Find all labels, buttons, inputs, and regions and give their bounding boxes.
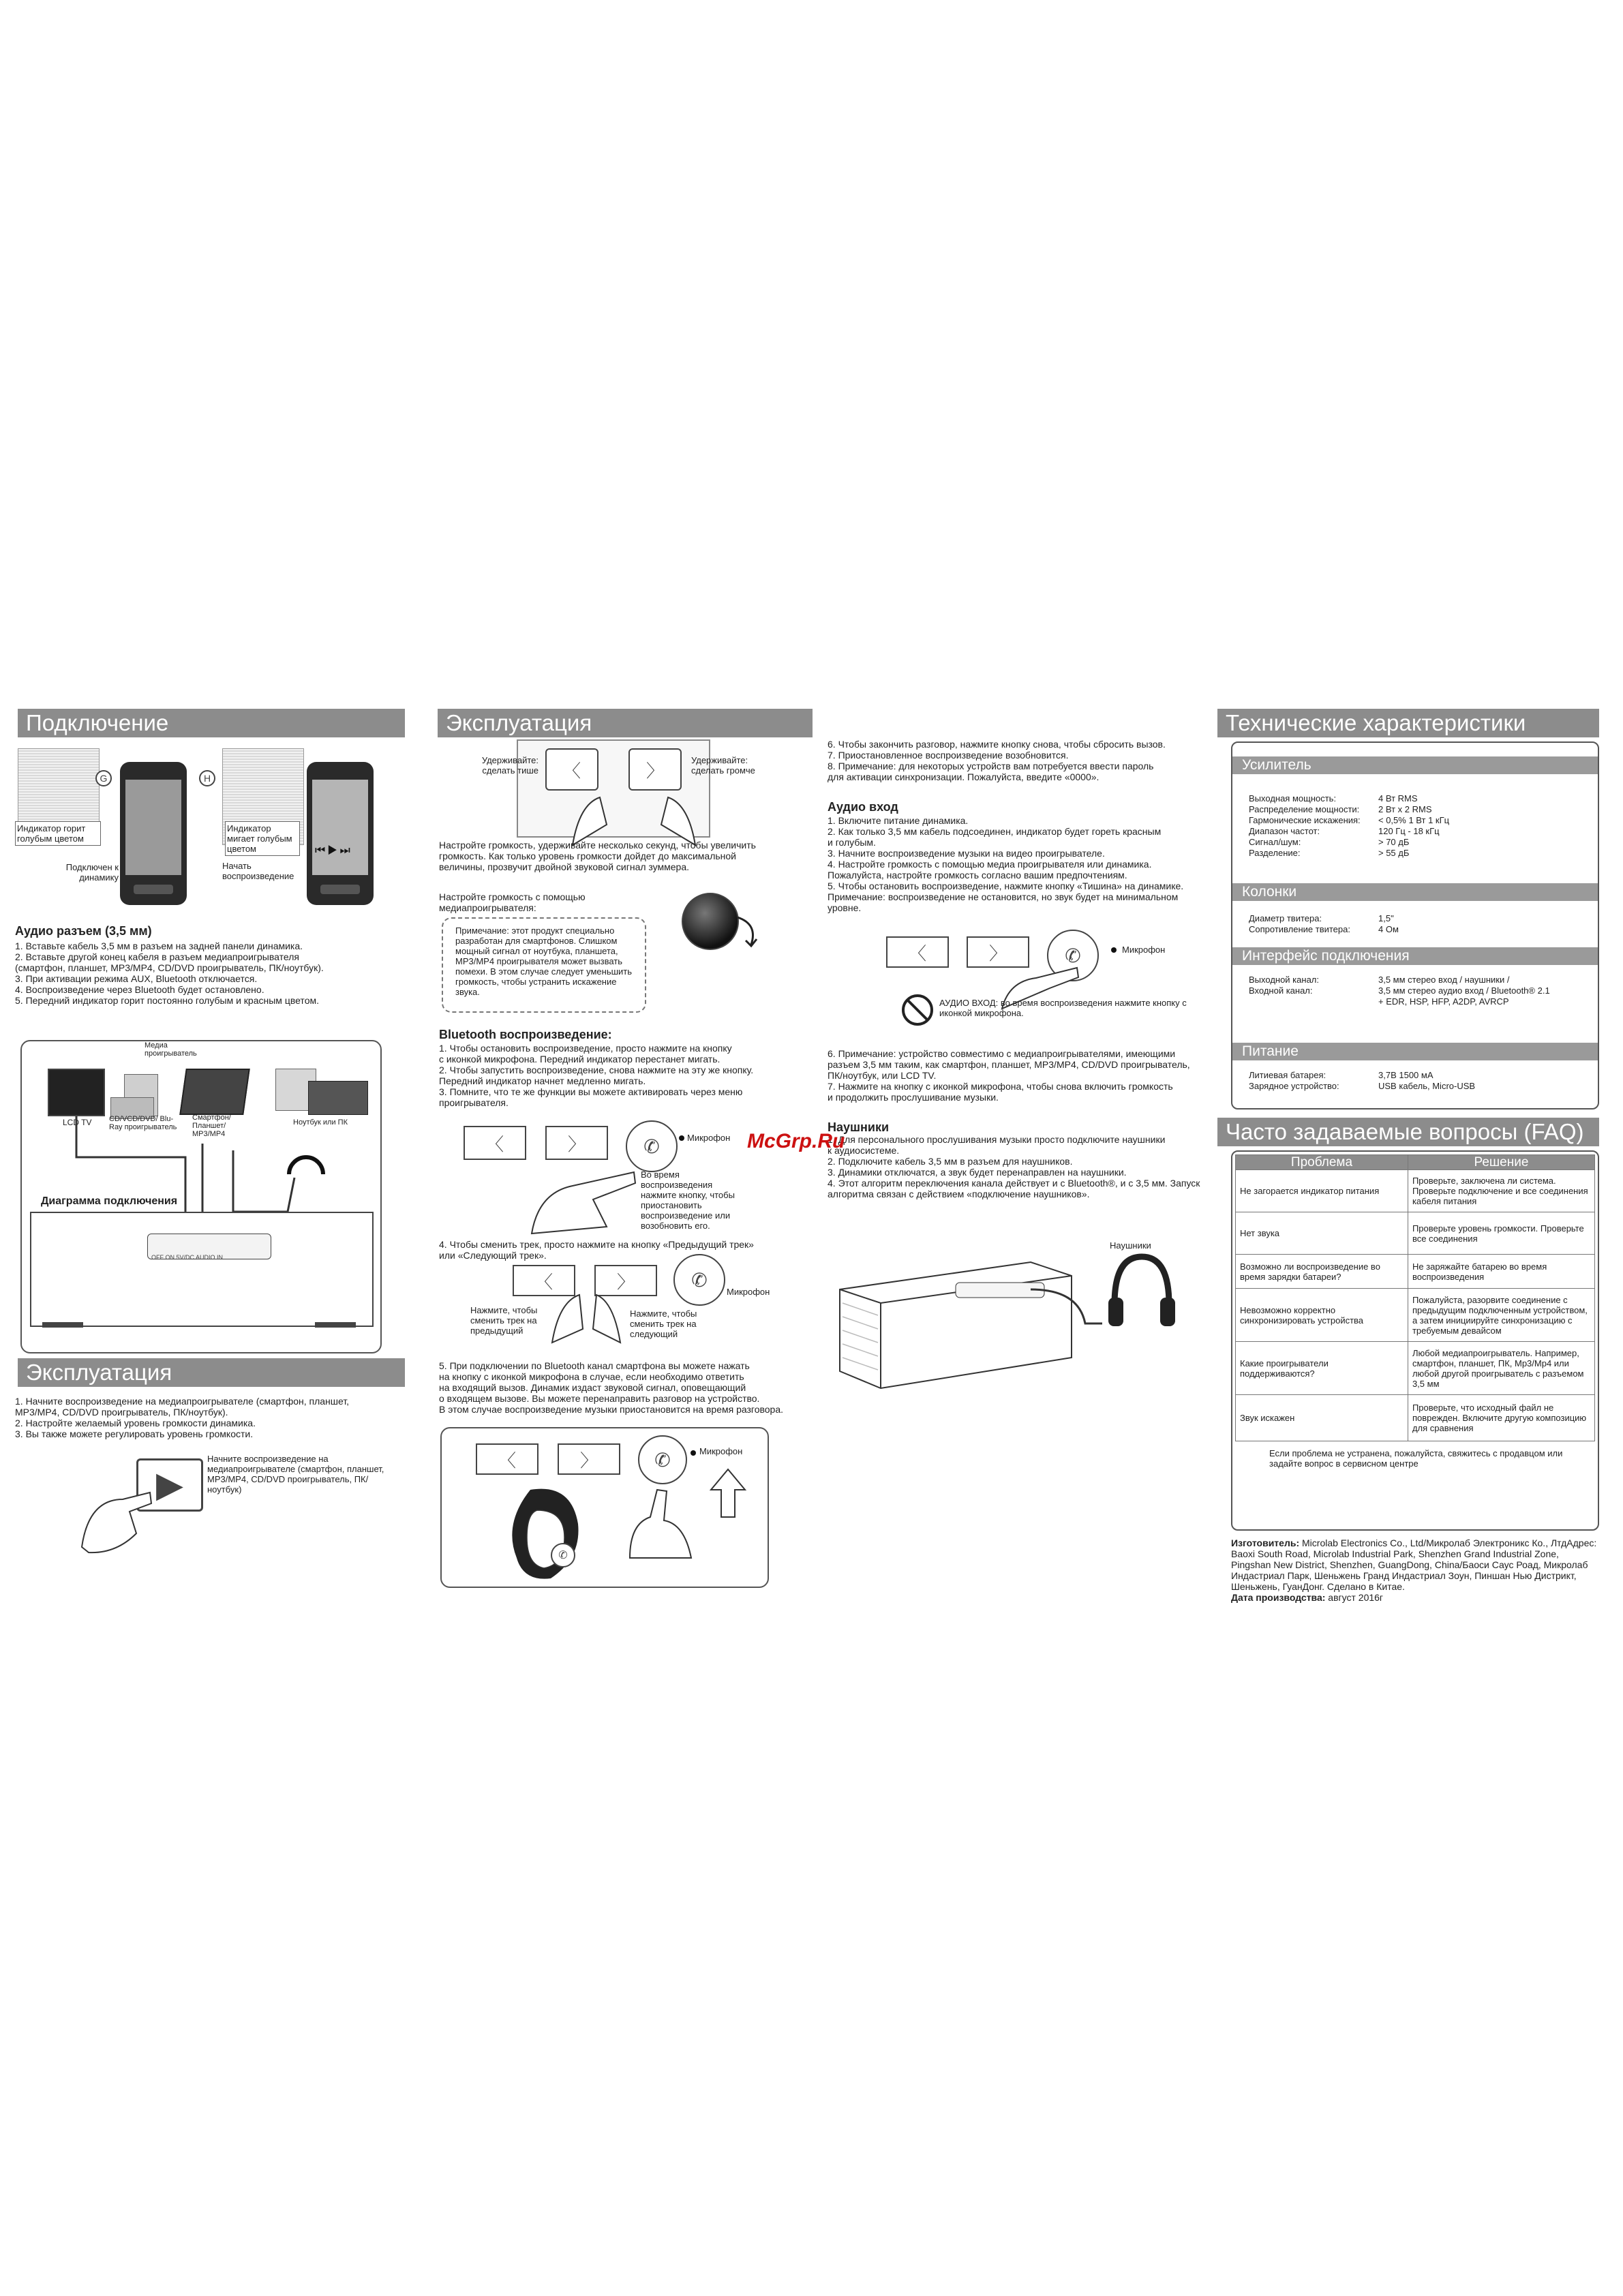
hands-icon bbox=[559, 784, 709, 845]
faq-row: Возможно ли воспроизведение во время зарядки батареи? bbox=[1236, 1255, 1408, 1289]
compat-notes: 6. Примечание: устройство совместимо с медиапроигрывателями, имеющими разъем 3,5 мм таким, как смартфон, планшет, MP3/MP4, CD/DVD проигрыватель, ПК/ноутбук, или LCD TV. 7. Нажмите на кнопку с иконкой микрофона, чтобы снова включить громкость и продолжить прослушивание музыки. bbox=[828, 1048, 1190, 1103]
aux-note: АУДИО ВХОД: во время воспроизведения нажмите кнопку с иконкой микрофона. bbox=[939, 998, 1187, 1018]
bt-playback-title: Bluetooth воспроизведение: bbox=[439, 1028, 612, 1041]
mic-button-aux: ✆ bbox=[1047, 930, 1099, 981]
volume-knob-icon bbox=[682, 893, 739, 950]
volume-down-button: 〈 bbox=[545, 748, 598, 791]
audio-input-steps: 1. Включите питание динамика. 2. Как только 3,5 мм кабель подсоединен, индикатор будет гореть красным и голубым. 3. Начните воспроизведение музыки на видео проигрывателе. 4. Настройте громкость с помощью медиа проигрывателя или динамика. Пожалуйста, настройте громкость согласно вашим предпочтениям. 5. Чтобы остановить воспроизведение, нажмите кнопку «Тишина» на динамике. Примечание: воспроизведение не остановится, но звук будет на минимальном уровне. bbox=[828, 815, 1184, 913]
label-indicator-blue: Индикатор горит голубым цветом bbox=[15, 821, 101, 846]
next-track-caption: Нажмите, чтобы сменить трек на следующий bbox=[630, 1308, 697, 1339]
faq-row: Какие проигрыватели поддерживаются? bbox=[1236, 1342, 1408, 1395]
label-media-player: Медиа проигрыватель bbox=[145, 1041, 197, 1058]
call-steps: 5. При подключении по Bluetooth канал смартфона вы можете нажать на кнопку с иконкой микрофона в случае, если необходимо ответить на входящий вызов. Динамик издаст звуковой сигнал, оповещающий о входящем вызове. Вы можете перенаправить разговор на устройство. В этом случае воспроизведение музыки приостановится на время разговора. bbox=[439, 1360, 784, 1415]
next-button-call: 〉 bbox=[558, 1443, 620, 1475]
faq-box bbox=[1231, 1150, 1599, 1531]
volume-media-label: Настройте громкость с помощью медиапроигрывателя: bbox=[439, 891, 586, 913]
operation-steps: 1. Начните воспроизведение на медиапроигрывателе (смартфон, планшет, MP3/MP4, CD/DVD проигрыватель, ПК/ноутбук). 2. Настройте желаемый уровень громкости динамика. 3. Вы также можете регулировать уровень громкости. bbox=[15, 1396, 350, 1439]
track-steps: 4. Чтобы сменить трек, просто нажмите на кнопку «Предыдущий трек» или «Следующий трек». bbox=[439, 1239, 754, 1261]
label-cd-player: CD/VCD/DVD/ Blu-Ray проигрыватель bbox=[109, 1115, 177, 1131]
interface-specs: Выходной канал: 3,5 мм стерео вход / наушники / Входной канал: 3,5 мм стерео аудио вход / Bluetooth® 2.1 + EDR, HSP, HFP, A2DP, AVRCP bbox=[1249, 975, 1550, 1007]
phone-illustration-player: ⏮▶⏭ bbox=[307, 762, 374, 905]
mic-label-1: Микрофон bbox=[687, 1133, 731, 1143]
prev-button-illustration: 〈 bbox=[464, 1126, 526, 1160]
headphones-title: Наушники bbox=[828, 1120, 890, 1134]
power-specs: Литиевая батарея: 3,7В 1500 мА Зарядное устройство: USB кабель, Micro-USB bbox=[1249, 1070, 1476, 1091]
section-bar-faq: Часто задаваемые вопросы (FAQ) bbox=[1217, 1118, 1599, 1146]
phone-call-icon: ✆ bbox=[551, 1543, 575, 1567]
prev-button-aux: 〈 bbox=[886, 936, 949, 968]
section-bar-operation: Эксплуатация bbox=[18, 1358, 405, 1387]
label-h: H bbox=[199, 770, 215, 786]
next-button-illustration: 〉 bbox=[545, 1126, 608, 1160]
prev-track-caption: Нажмите, чтобы сменить трек на предыдущий bbox=[470, 1305, 538, 1336]
audio-jack-steps: 1. Вставьте кабель 3,5 мм в разъем на задней панели динамика. 2. Вставьте другой конец кабеля в разъем медиапроигрывателя (смартфон, планшет, MP3/MP4, CD/DVD проигрыватель, ПК/ноутбук). 3. При активации режима AUX, Bluetooth отключается. 4. Воспроизведение через Bluetooth будет остановлено. 5. Передний индикатор горит постоянно голубым и красным цветом. bbox=[15, 940, 324, 1006]
arrow-up-icon bbox=[708, 1469, 748, 1517]
faq-row: Нет звука bbox=[1236, 1212, 1408, 1255]
pause-caption: Во время воспроизведения нажмите кнопку, чтобы приостановить воспроизведение или возобновить его. bbox=[641, 1169, 735, 1231]
hand-icon bbox=[75, 1472, 157, 1554]
connection-diagram bbox=[20, 1040, 382, 1353]
play-caption: Начните воспроизведение на медиапроигрывателе (смартфон, планшет, MP3/MP4, CD/DVD проигрыватель, ПК/ноутбук) bbox=[207, 1454, 384, 1495]
mic-button-illustration: ✆ bbox=[626, 1120, 678, 1172]
no-icon bbox=[901, 994, 934, 1026]
speaker-specs: Диаметр твитера: 1,5" Сопротивление твитера: 4 Ом bbox=[1249, 913, 1399, 934]
mic-button-call: ✆ bbox=[638, 1435, 687, 1484]
faq-row: Не загорается индикатор питания bbox=[1236, 1170, 1408, 1212]
headphones-icon bbox=[1104, 1250, 1179, 1332]
headphones-label: Наушники bbox=[1110, 1240, 1151, 1251]
volume-up-button: 〉 bbox=[628, 748, 682, 791]
power-title: Питание bbox=[1232, 1043, 1598, 1060]
section-bar-operation-2: Эксплуатация bbox=[438, 709, 813, 737]
faq-row: Звук искажен bbox=[1236, 1395, 1408, 1441]
mic-label-aux: Микрофон bbox=[1122, 945, 1166, 955]
section-bar-connection: Подключение bbox=[18, 709, 405, 737]
production-date: Дата производства: август 2016г bbox=[1231, 1592, 1384, 1603]
section-bar-specs: Технические характеристики bbox=[1217, 709, 1599, 737]
speaker-back-panel bbox=[30, 1212, 374, 1327]
label-start-playback: Начать воспроизведение bbox=[222, 861, 294, 881]
phone-illustration-connected bbox=[120, 762, 187, 905]
prev-button-call: 〈 bbox=[476, 1443, 539, 1475]
interface-title: Интерфейс подключения bbox=[1232, 947, 1598, 965]
call-end-steps: 6. Чтобы закончить разговор, нажмите кнопку снова, чтобы сбросить вызов. 7. Приостановленное воспроизведение возобновится. 8. Примечание: для некоторых устройств вам потребуется ввести пароль для активации синхронизации. Пожалуйста, введите «0000». bbox=[828, 739, 1166, 782]
note-box: Примечание: этот продукт специально разработан для смартфонов. Слишком мощный сигнал от ноутбука, планшета, MP3/MP4 проигрывателя может вызвать помехи. В этом случае следует уменьшить громкость, чтобы устранить искажение звука. bbox=[442, 917, 646, 1013]
bt-playback-steps: 1. Чтобы остановить воспроизведение, просто нажмите на кнопку с иконкой микрофона. Передний индикатор перестанет мигать. 2. Чтобы запустить воспроизведение, снова нажмите на эту же кнопку. Передний индикатор начнет медленно мигать. 3. Помните, что те же функции вы можете активировать через меню проигрывателя. bbox=[439, 1043, 754, 1108]
audio-jack-title: Аудио разъем (3,5 мм) bbox=[15, 924, 152, 938]
faq-row: Невозможно корректно синхронизировать устройства bbox=[1236, 1289, 1408, 1342]
next-track-button: 〉 bbox=[594, 1265, 657, 1296]
label-lcd-tv: LCD TV bbox=[63, 1118, 92, 1127]
label-g: G bbox=[95, 770, 112, 786]
mic-label-2: Микрофон bbox=[727, 1287, 770, 1297]
port-labels: OFF ON 5V/DC AUDIO IN bbox=[151, 1254, 224, 1261]
faq-table: Проблема Решение Не загорается индикатор питания Проверьте, заключена ли система. Проверьте подключение и все соединения кабеля питания Нет звука Проверьте уровень громкости. Проверьте все соединения Возможно ли воспроизведение во время зарядки батареи? Не заряжайте батарею во время воспроизведения Невозможно корректно синхронизировать устройства Пожалуйста, разорвите соединение с предыдущим подключенным устройством, а затем инициируйте синхронизацию с требуемым девайсом Какие проигрыватели поддерживаются? Любой медиапроигрыватель. Например, смартфон, планшет, ПК, Mp3/Mp4 или любой другой проигрыватель с разъемом 3,5 мм Звук искажен Проверьте, что исходный файл не поврежден. Включите другую композицию для сравнения bbox=[1235, 1154, 1595, 1441]
rotate-arrow-icon bbox=[738, 917, 765, 945]
amplifier-specs: Выходная мощность: 4 Вт RMS Распределение мощности: 2 Вт x 2 RMS Гармонические искажения: < 0,5% 1 Вт 1 кГц Диапазон частот: 120 Гц - 18 кГц Сигнал/шум: > 70 дБ Разделение: > 55 дБ bbox=[1249, 793, 1450, 858]
label-laptop: Ноутбук или ПК bbox=[293, 1118, 348, 1127]
label-smartphone: Смартфон/Планшет/ MP3/MP4 bbox=[192, 1114, 231, 1138]
speakers-title: Колонки bbox=[1232, 883, 1598, 901]
label-indicator-blink: Индикатор мигает голубым цветом bbox=[225, 821, 300, 856]
pressing-hand-icon bbox=[532, 1159, 641, 1234]
manufacturer-info: Изготовитель: Microlab Electronics Co., Ltd/Микролаб Электроникс Ко., ЛтдАдрес: Baoxi South Road, Microlab Industrial Park, Shenzhen Grand Industrial Zone, Pingshan New District, Shenzhen, GuangDong, China/Баоси Саус Роад, Микролаб Индастриал Парк, Шеньжень Гранд Индастриал Зоун, Пиншан Нью Дистрикт, Шеньжень, ГуанДонг. Сделано в Китае. bbox=[1231, 1537, 1597, 1592]
hold-more-label: Удерживайте: сделать громче bbox=[691, 755, 755, 776]
audio-input-title: Аудио вход bbox=[828, 800, 898, 814]
mic-button-illustration-2: ✆ bbox=[673, 1254, 725, 1306]
prev-track-button: 〈 bbox=[513, 1265, 575, 1296]
play-button-illustration: ▶ bbox=[136, 1458, 203, 1512]
next-button-aux: 〉 bbox=[967, 936, 1029, 968]
volume-instructions: Настройте громкость, удерживайте несколько секунд, чтобы увеличить громкость. Как только уровень громкости дойдет до максимальной величины, прозвучит двойной звуковой сигнал зуммера. bbox=[439, 840, 756, 872]
woman-on-phone-icon bbox=[496, 1483, 605, 1585]
two-hands-icon bbox=[532, 1281, 641, 1343]
faq-footer: Если проблема не устранена, пожалуйста, свяжитесь с продавцом или задайте вопрос в сервисном центре bbox=[1269, 1448, 1563, 1469]
mic-label-3: Микрофон bbox=[699, 1446, 743, 1456]
watermark: McGrp.Ru bbox=[747, 1130, 845, 1152]
diagram-title: Диаграмма подключения bbox=[41, 1195, 178, 1207]
amplifier-title: Усилитель bbox=[1232, 756, 1598, 774]
hold-less-label: Удерживайте: сделать тише bbox=[481, 755, 539, 776]
call-illustration-box bbox=[440, 1427, 769, 1588]
headphones-steps: 1. Для персонального прослушивания музыки просто подключите наушники к аудиосистеме. 2. Подключите кабель 3,5 мм в разъем для наушников. 3. Динамики отключатся, а звук будет перенаправлен на наушники. 4. Этот алгоритм переключения канала действует и с Bluetooth®, и с 3,5 мм. Запуск алгоритма связан с действием «подключение наушников». bbox=[828, 1134, 1200, 1199]
label-connected: Подключен к динамику bbox=[65, 862, 119, 883]
hand-press-call-icon bbox=[616, 1483, 712, 1558]
speaker-with-headphones-illustration bbox=[833, 1235, 1119, 1392]
